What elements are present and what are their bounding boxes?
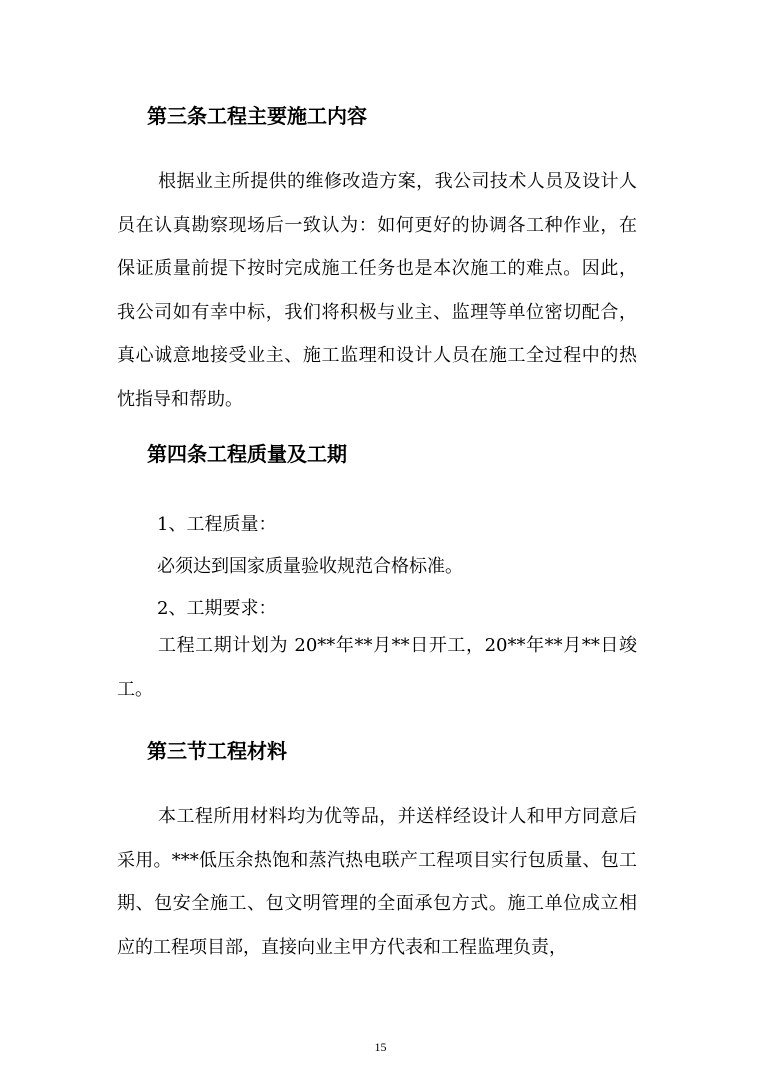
section-heading-construction-content: 第三条工程主要施工内容 [147, 104, 367, 128]
item-schedule-text: 工程工期计划为 20**年**月**日开工，20**年**月**日竣工。 [117, 635, 637, 700]
paragraph-materials: 本工程所用材料均为优等品，并送样经设计人和甲方同意后采用。***低压余热饱和蒸汽热电联产工程项目实行包质量、包工期、包安全施工、包文明管理的全面承包方式。施工单位成立相应的工程项目部，直接向业主甲方代表和工程监理负责， [117, 806, 637, 958]
item-quality-title: 1、工程质量： [157, 514, 277, 535]
item-schedule-title: 2、工期要求： [157, 598, 277, 619]
item-quality-text: 必须达到国家质量验收规范合格标准。 [157, 556, 463, 577]
paragraph-construction-content: 根据业主所提供的维修改造方案，我公司技术人员及设计人员在认真勘察现场后一致认为：如何更好的协调各工种作业，在保证质量前提下按时完成施工任务也是本次施工的难点。因此，我公司如有幸中标，我们将积极与业主、监理等单位密切配合，真心诚意地接受业主、施工监理和设计人员在施工全过程中的热忱指导和帮助。 [117, 171, 637, 410]
section-heading-quality-schedule: 第四条工程质量及工期 [147, 442, 347, 466]
section-heading-materials: 第三节工程材料 [147, 739, 287, 763]
page-number: 15 [374, 1040, 387, 1054]
